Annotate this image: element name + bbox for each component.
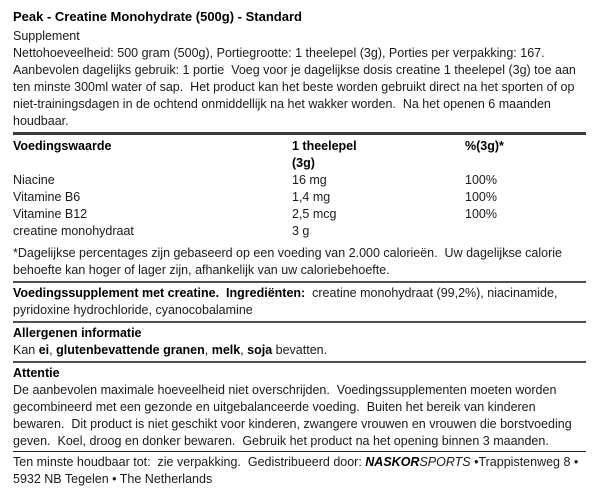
divider: [13, 451, 586, 452]
allergens-text: Kan ei, glutenbevattende granen, melk, soja bevatten.: [13, 343, 328, 357]
allergen-item: ei: [38, 343, 50, 357]
ingredients-label: Ingrediënten:: [219, 286, 306, 300]
distributor-address: •Trappistenweg 8 • 5932 NB Tegelen • The Netherlands: [13, 455, 582, 486]
table-row: [13, 172, 586, 189]
attention-text: De aanbevolen maximale hoeveelheid niet overschrijden. Voedingssupplementen moeten worden gecombineerd met een gezonde en uitgebalanceerde voeding. Buiten het bereik van kinderen bewaren. Dit product is niet geschikt voor kinderen, zwangere vrouwen en vrouwen die borstvoeding geven. Koel, droog en donker bewaren. Gebruik het product na het opening binnen 3 maanden.: [13, 383, 576, 448]
nutrient-name: Vitamine B6: [13, 190, 81, 204]
supplement-type-label: Supplement: [13, 29, 80, 43]
daily-value-footnote: *Dagelijkse percentages zijn gebaseerd op een voeding van 2.000 calorieën. Uw dagelijkse calorie behoefte kan hoger of lager zijn, afhankelijk van uw caloriebehoefte.: [13, 246, 566, 277]
allergen-item: soja: [247, 343, 273, 357]
allergens-heading: Allergenen informatie: [13, 326, 142, 340]
ingredients-text: [13, 285, 586, 319]
nutrient-dv: 100%: [465, 173, 497, 187]
table-row: [13, 206, 586, 223]
table-row: [13, 223, 586, 240]
net-quantity-text: Nettohoeveelheid: 500 gram (500g), Portiegrootte: 1 theelepel (3g), Porties per verpakking: 167.: [13, 46, 545, 60]
nutrient-dv: 100%: [465, 190, 497, 204]
brand-name-secondary: SPORTS: [419, 455, 471, 469]
nutrient-name: Niacine: [13, 173, 55, 187]
nutrient-amount: 1,4 mg: [292, 190, 331, 204]
allergen-item: melk: [211, 343, 241, 357]
brand-name-primary: NASKOR: [365, 455, 420, 469]
attention-heading: Attentie: [13, 366, 60, 380]
nutrient-dv: 100%: [465, 207, 497, 221]
allergen-item: glutenbevattende granen: [56, 343, 205, 357]
header-nutrient-column: Voedingswaarde: [13, 139, 112, 153]
nutrient-name: creatine monohydraat: [13, 224, 134, 238]
ingredients-list: creatine monohydraat (99,2%), niacinamide, pyridoxine hydrochloride, cyanocobalamine: [13, 286, 561, 317]
table-row: [13, 189, 586, 206]
page-title: Peak - Creatine Monohydrate (500g) - Standard: [13, 9, 302, 24]
nutrient-amount: 16 mg: [292, 173, 327, 187]
usage-text: Aanbevolen dagelijks gebruik: 1 portie Voeg voor je dagelijkse dosis creatine 1 theelepel (3g) toe aan ten minste 300ml water of sap. Het product kan het beste worden gebruikt direct na het sporten of op niet-trainingsdagen in de ochtend onmiddellijk na het wakker worden. Na het openen 6 maanden houdbaar.: [13, 63, 580, 128]
header-serving-column: 1 theelepel (3g): [292, 139, 357, 170]
nutrient-amount: 3 g: [292, 224, 310, 238]
nutrition-table: [13, 138, 586, 240]
nutrition-table-header: [13, 138, 586, 172]
divider: [13, 281, 586, 283]
divider: [13, 361, 586, 363]
divider: [13, 132, 586, 135]
nutrient-amount: 2,5 mcg: [292, 207, 337, 221]
header-daily-value-column: %(3g)*: [465, 139, 504, 153]
distribution-text: Ten minste houdbaar tot: zie verpakking. Gedistribueerd door: NASKORSPORTS •Trappistenweg 8 • 5932 NB Tegelen • The Netherlands: [13, 455, 582, 486]
nutrient-name: Vitamine B12: [13, 207, 88, 221]
ingredients-lead: Voedingssupplement met creatine.: [13, 286, 220, 300]
divider: [13, 321, 586, 323]
